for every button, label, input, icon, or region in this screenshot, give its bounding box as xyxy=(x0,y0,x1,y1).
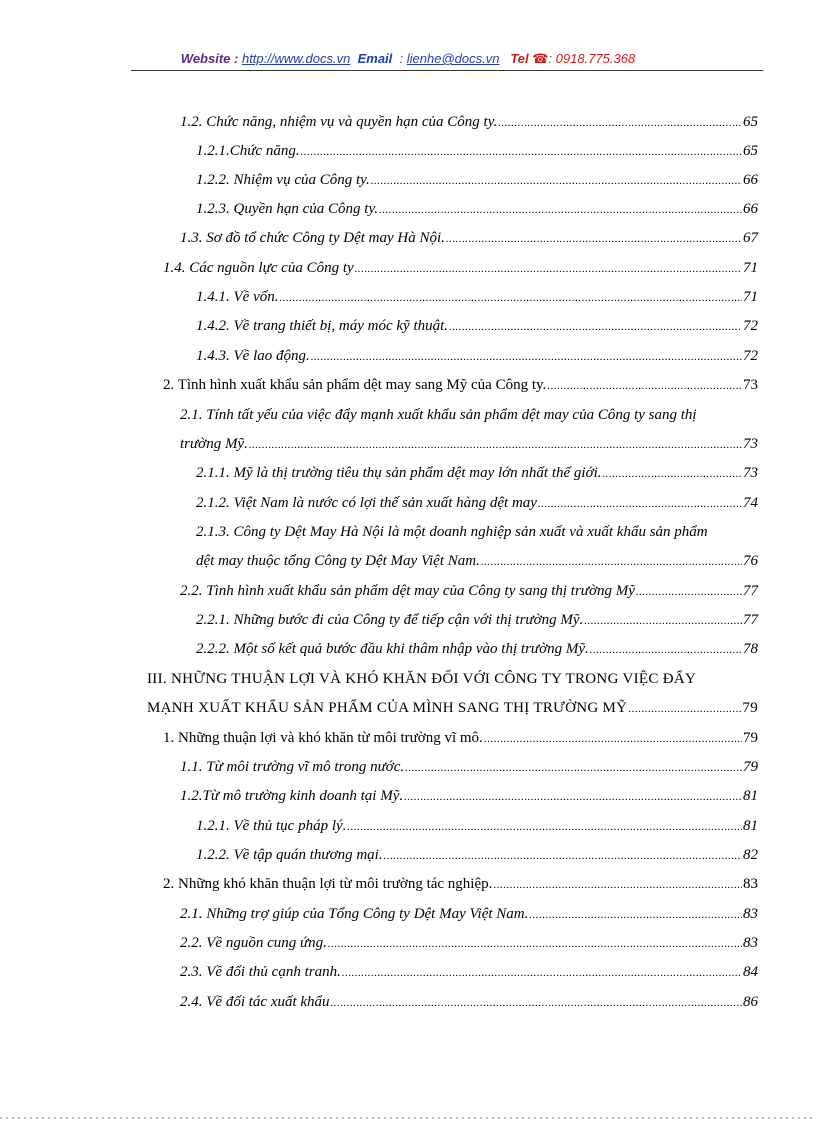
toc-page-number: 79 xyxy=(743,759,758,775)
toc-page-number: 73 xyxy=(743,436,758,452)
toc-page-number: 65 xyxy=(743,143,758,159)
toc-entry[interactable] xyxy=(196,637,758,661)
toc-page-number: 83 xyxy=(743,935,758,951)
toc-entry[interactable] xyxy=(147,696,758,720)
leader-dots xyxy=(493,873,742,897)
toc-entry-title: 2.2.1. Những bước đi của Công ty để tiếp cận với thị trường Mỹ. xyxy=(196,612,584,628)
leader-dots xyxy=(405,756,742,780)
toc-entry-title: 1.1. Từ môi trường vĩ mô trong nước. xyxy=(180,759,405,775)
leader-dots xyxy=(590,638,742,662)
toc-entry-title: 2. Tình hình xuất khẩu sản phẩm dệt may sang Mỹ của Công ty. xyxy=(163,377,547,393)
toc-entry[interactable] xyxy=(196,285,758,309)
toc-entry[interactable] xyxy=(180,579,758,603)
toc-entry-title: 1.2.1. Về thủ tục pháp lý. xyxy=(196,818,347,834)
toc-entry[interactable] xyxy=(196,197,758,221)
leader-dots xyxy=(384,844,742,868)
toc-entry[interactable] xyxy=(163,872,758,896)
leader-dots xyxy=(355,257,742,281)
leader-dots xyxy=(584,609,742,633)
toc-entry[interactable] xyxy=(180,960,758,984)
leader-dots xyxy=(371,169,742,193)
page-header xyxy=(0,51,816,67)
toc-page-number: 81 xyxy=(743,788,758,804)
toc-page-number: 66 xyxy=(743,172,758,188)
email-sep: : xyxy=(399,51,404,66)
leader-dots xyxy=(331,991,742,1015)
toc-entry-title: 2.1.2. Việt Nam là nước có lợi thế sản xuất hàng dệt may xyxy=(196,495,537,511)
leader-dots xyxy=(379,198,742,222)
leader-dots xyxy=(547,374,742,398)
leader-dots xyxy=(279,286,742,310)
website-link[interactable]: http://www.docs.vn xyxy=(241,51,351,66)
leader-dots xyxy=(498,111,742,135)
toc-entry[interactable] xyxy=(180,432,758,456)
toc-entry[interactable] xyxy=(180,226,758,250)
toc-page-number: 66 xyxy=(743,201,758,217)
toc-page-number: 65 xyxy=(743,114,758,130)
phone-icon: ☎ xyxy=(532,51,549,66)
toc-entry-title: 2. Những khó khăn thuận lợi từ môi trường tác nghiệp. xyxy=(163,876,493,892)
toc-entry[interactable] xyxy=(180,990,758,1014)
toc-entry-line1[interactable]: 2.1. Tính tất yếu của việc đẩy mạnh xuất khẩu sản phẩm dệt may của Công ty sang thị xyxy=(180,407,697,423)
leader-dots xyxy=(342,961,742,985)
leader-dots xyxy=(328,932,742,956)
leader-dots xyxy=(481,550,742,574)
toc-page-number: 79 xyxy=(742,700,758,716)
toc-entry[interactable] xyxy=(180,902,758,926)
toc-entry[interactable] xyxy=(163,256,758,280)
website-label: Website : xyxy=(180,51,239,66)
toc-entry[interactable] xyxy=(180,784,758,808)
toc-page-number: 71 xyxy=(743,260,758,276)
toc-entry[interactable] xyxy=(196,139,758,163)
toc-page-number: 84 xyxy=(743,964,758,980)
leader-dots xyxy=(628,697,741,721)
toc-entry[interactable] xyxy=(180,931,758,955)
toc-entry-title: 2.1.1. Mỹ là thị trường tiêu thụ sản phẩm dệt may lớn nhất thế giới. xyxy=(196,465,602,481)
toc-entry[interactable] xyxy=(196,344,758,368)
toc-page-number: 82 xyxy=(743,847,758,863)
leader-dots xyxy=(538,492,742,516)
toc-entry-title: 1.3. Sơ đồ tổ chức Công ty Dệt may Hà Nội. xyxy=(180,230,445,246)
toc-page-number: 77 xyxy=(743,612,758,628)
toc-entry-title: 1.4. Các nguồn lực của Công ty xyxy=(163,260,354,276)
leader-dots xyxy=(449,315,742,339)
toc-entry-title: 1.4.2. Về trang thiết bị, máy móc kỹ thuật. xyxy=(196,318,449,334)
toc-page-number: 73 xyxy=(743,377,758,393)
toc-entry-title: 1.2.2. Về tập quán thương mại. xyxy=(196,847,383,863)
toc-entry[interactable] xyxy=(163,726,758,750)
leader-dots xyxy=(529,903,742,927)
toc-page-number: 81 xyxy=(743,818,758,834)
toc-entry[interactable] xyxy=(196,314,758,338)
toc-entry-title: 1.4.1. Về vốn. xyxy=(196,289,279,305)
toc-page-number: 78 xyxy=(743,641,758,657)
toc-entry-title: 2.3. Về đối thủ cạnh tranh. xyxy=(180,964,341,980)
leader-dots xyxy=(301,140,742,164)
email-link[interactable]: lienhe@docs.vn xyxy=(406,51,500,66)
toc-entry[interactable] xyxy=(196,549,758,573)
toc-entry-title: 1.2. Chức năng, nhiệm vụ và quyền hạn của Công ty. xyxy=(180,114,498,130)
toc-entry[interactable] xyxy=(163,373,758,397)
header-divider xyxy=(131,70,763,71)
toc-entry[interactable] xyxy=(196,461,758,485)
toc-page-number: 73 xyxy=(743,465,758,481)
toc-page-number: 83 xyxy=(743,906,758,922)
toc-entry-title: 1.2.3. Quyền hạn của Công ty. xyxy=(196,201,379,217)
toc-entry-title: 1.4.3. Về lao động. xyxy=(196,348,310,364)
toc-entry-title: MẠNH XUẤT KHẨU SẢN PHẨM CỦA MÌNH SANG THỊ TRƯỜNG MỸ xyxy=(147,700,628,716)
toc-entry-title: 2.4. Về đối tác xuất khẩu xyxy=(180,994,330,1010)
toc-entry-title: 1.2.1.Chức năng. xyxy=(196,143,300,159)
page-bottom-edge xyxy=(0,1117,816,1119)
toc-entry-title: dệt may thuộc tổng Công ty Dệt May Việt Nam. xyxy=(196,553,480,569)
toc-entry-title: 2.2.2. Một số kết quả bước đầu khi thâm nhập vào thị trường Mỹ. xyxy=(196,641,589,657)
toc-entry[interactable] xyxy=(196,843,758,867)
toc-entry[interactable] xyxy=(196,814,758,838)
leader-dots xyxy=(311,345,742,369)
toc-entry[interactable] xyxy=(196,608,758,632)
toc-entry[interactable] xyxy=(180,755,758,779)
tel-value: : 0918.775.368 xyxy=(548,51,636,66)
leader-dots xyxy=(404,785,742,809)
email-label: Email xyxy=(357,51,393,66)
leader-dots xyxy=(347,815,742,839)
toc-page-number: 76 xyxy=(743,553,758,569)
toc-page-number: 71 xyxy=(743,289,758,305)
toc-page-number: 72 xyxy=(743,318,758,334)
tel-label: Tel xyxy=(510,51,529,66)
toc-page-number: 72 xyxy=(743,348,758,364)
toc-entry-title: 1.2.Từ mô trường kinh doanh tại Mỹ. xyxy=(180,788,404,804)
toc-page-number: 74 xyxy=(743,495,758,511)
toc-section-line1[interactable]: III. NHỮNG THUẬN LỢI VÀ KHÓ KHĂN ĐỐI VỚI CÔNG TY TRONG VIỆC ĐẨY xyxy=(147,671,697,687)
toc-entry-title: 2.1. Những trợ giúp của Tổng Công ty Dệt May Việt Nam. xyxy=(180,906,529,922)
toc-page-number: 86 xyxy=(743,994,758,1010)
toc-entry[interactable] xyxy=(196,168,758,192)
toc-page-number: 67 xyxy=(743,230,758,246)
leader-dots xyxy=(603,462,743,486)
toc-entry[interactable] xyxy=(196,491,758,515)
leader-dots xyxy=(636,580,742,604)
toc-page-number: 83 xyxy=(743,876,758,892)
toc-entry-line1[interactable]: 2.1.3. Công ty Dệt May Hà Nội là một doanh nghiệp sản xuất và xuất khẩu sản phẩm xyxy=(196,524,708,540)
toc-entry-title: 1. Những thuận lợi và khó khăn từ môi trường vĩ mô. xyxy=(163,730,483,746)
toc-page-number: 79 xyxy=(743,730,758,746)
toc-entry-title: trường Mỹ. xyxy=(180,436,248,452)
leader-dots xyxy=(446,227,742,251)
toc-entry-title: 2.2. Về nguồn cung ứng. xyxy=(180,935,327,951)
toc-page-number: 77 xyxy=(743,583,758,599)
toc-entry-title: 1.2.2. Nhiệm vụ của Công ty. xyxy=(196,172,370,188)
leader-dots xyxy=(249,433,742,457)
leader-dots xyxy=(484,727,742,751)
toc-entry-title: 2.2. Tình hình xuất khẩu sản phẩm dệt may của Công ty sang thị trường Mỹ xyxy=(180,583,635,599)
toc-entry[interactable] xyxy=(180,110,758,134)
